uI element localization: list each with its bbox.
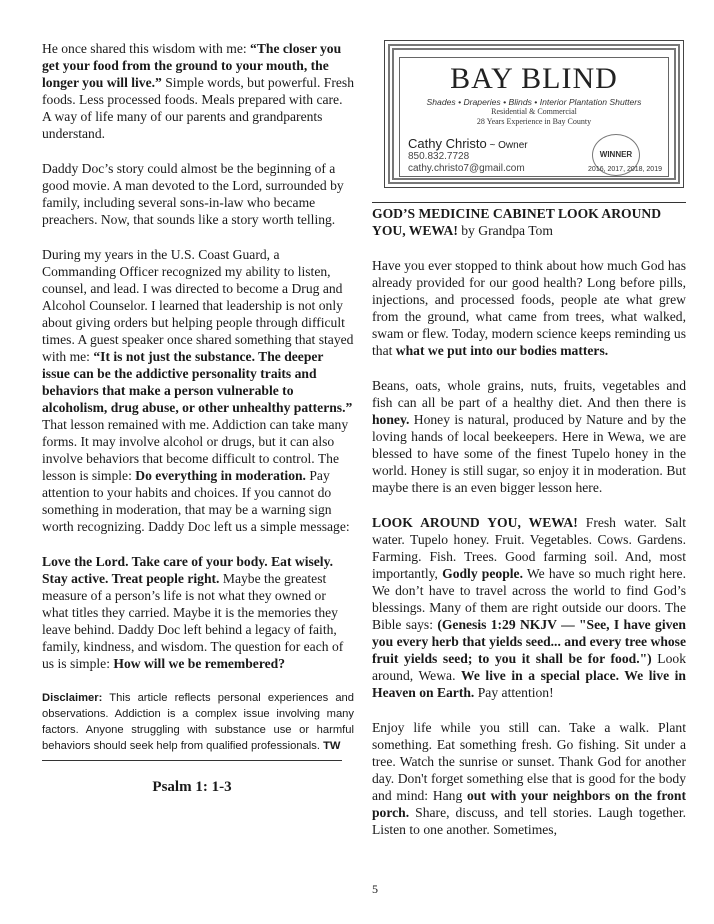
bold-text: We live in a special place. We live in Heaven on Earth. — [372, 668, 686, 700]
paragraph-honey — [372, 377, 686, 496]
ad-content — [399, 57, 669, 177]
bold-text: How will we be remembered? — [113, 656, 286, 671]
bold-quote: “The closer you get your food from the ground to your mouth, the longer you will live.” — [42, 41, 342, 90]
right-column — [372, 40, 686, 856]
psalm-reference: Psalm 1: 1-3 — [152, 779, 232, 795]
disclaimer-label: Disclaimer: — [42, 692, 103, 704]
paragraph-health — [372, 257, 686, 359]
paragraph-look-around — [372, 514, 686, 701]
text: Pay attention to your habits and choices. If you cannot do something in moderation, that may be a warning sign worth recognizing. Daddy Doc left us a simple message: — [42, 468, 350, 534]
heading-title: GOD’S MEDICINE CABINET LOOK AROUND YOU, WEWA! — [372, 206, 662, 238]
text: Share, discuss, and tell stories. Laugh together. Listen to one another. Sometimes, — [372, 805, 686, 837]
bold-text: LOOK AROUND YOU, WEWA! — [372, 515, 578, 530]
bold-scripture: (Genesis 1:29 NKJV — "See, I have given you every herb that yields seed... and every tree whose fruit yields seed; to you it shall be for food.") — [372, 617, 686, 666]
ad-years: 2016, 2017, 2018, 2019 — [588, 166, 662, 173]
owner-title: ~ Owner — [486, 140, 528, 151]
paragraph-coast-guard — [42, 246, 354, 535]
ad-business-name: BAY BLIND — [450, 62, 618, 95]
paragraph-wisdom — [42, 40, 354, 142]
ad-line-1: Residential & Commercial — [491, 107, 577, 116]
winner-badge-icon: WINNER — [592, 134, 640, 176]
ad-tagline: Shades • Draperies • Blinds • Interior Plantation Shutters — [426, 97, 642, 107]
text: We have so much right here. We don’t have to travel across the world to find God’s blessings. Many of them are right outside our doors. The Bible says: — [372, 566, 686, 632]
signature: TW — [323, 740, 341, 752]
ad-line-2: 28 Years Experience in Bay County — [476, 117, 592, 126]
owner-name: Cathy Christo — [408, 136, 487, 151]
paragraph-movie: Daddy Doc’s story could almost be the beginning of a good movie. A man devoted to the Lord, surrounded by family, including several sons-in-law who became preachers. Now, that sounds like a story worth telling. — [42, 161, 344, 227]
ad-phone: 850.832.7728 — [408, 151, 470, 162]
divider — [42, 760, 342, 761]
bold-text: Godly people. — [442, 566, 523, 581]
ad-owner — [408, 136, 528, 151]
text: That lesson remained with me. Addiction can take many forms. It may involve alcohol or drugs, but it can also involve behaviors that become difficult to control. The lesson is simple: — [42, 417, 349, 483]
disclaimer — [42, 690, 354, 754]
text: Simple words, but powerful. Fresh foods. Less processed foods. Meals prepared with care. A way of life many of our parents and grandparents understand. — [42, 75, 355, 141]
disclaimer-text: This article reflects personal experiences and observations. Addiction is a complex issue involving many factors. Anyone struggling with substance use or harmful behaviors should seek help from qualified professionals. — [42, 692, 354, 752]
text: Honey is natural, produced by Nature and by the loving hands of local beekeepers. Here in Wewa, we are blessed to have some of the finest Tupelo honey in the world. Honey is still sugar, so enjoy it in moderation. But maybe there is an even bigger lesson here. — [372, 412, 686, 495]
bold-text: out with your neighbors on the front porch. — [372, 788, 686, 820]
paragraph-legacy — [42, 553, 354, 672]
ad-contact — [408, 136, 528, 175]
text: Enjoy life while you still can. Take a walk. Plant something. Eat something fresh. Go fishing. Sit under a tree. Watch the sunrise or sunset. Thank God for another day. Don't forget something else that is good for the body and mind: Hang — [372, 720, 686, 803]
article-heading — [372, 202, 686, 239]
bold-text: Do everything in moderation. — [135, 468, 306, 483]
text: Maybe the greatest measure of a person’s life is not what they owned or what titles they carried. Maybe it is the memories they leave behind. Daddy Doc left behind a legacy of faith, family, kindness, and wisdom. The question for each of us is simple: — [42, 571, 344, 671]
page-number: 5 — [372, 882, 378, 896]
text: Have you ever stopped to think about how much God has already provided for our good health? Long before pills, injections, and processed foods, people ate what grew from the ground, what came from trees, what walked, swam or flew. Today, modern science keeps reminding us that — [372, 258, 686, 358]
bold-text: Love the Lord. Take care of your body. Eat wisely. Stay active. Treat people right. — [42, 554, 334, 586]
ad-email: cathy.christo7@gmail.com — [408, 163, 525, 174]
bay-blind-ad — [384, 40, 684, 188]
left-column — [42, 40, 354, 796]
bold-text: what we put into our bodies matters. — [395, 343, 609, 358]
text: Beans, oats, whole grains, nuts, fruits, vegetables and fish can all be part of a healthy diet. And then there is — [372, 378, 686, 410]
text: Pay attention! — [474, 685, 554, 700]
text: During my years in the U.S. Coast Guard, a Commanding Officer recognized my ability to listen, counsel, and lead. I was directed to become a Drug and Alcohol Counselor. I learned that leadership is not only about giving orders but helping people through difficult times. A guest speaker once shared something that stayed with me: — [42, 247, 354, 364]
bold-quote: “It is not just the substance. The deeper issue can be the addictive personality traits and behaviors that make a person vulnerable to alcoholism, drug abuse, or other unhealthy patterns.” — [42, 349, 353, 415]
text: He once shared this wisdom with me: — [42, 41, 251, 56]
paragraph-enjoy-life — [372, 719, 686, 838]
bold-text: honey. — [372, 412, 410, 427]
byline: by Grandpa Tom — [457, 223, 553, 238]
text: Fresh water. Salt water. Tupelo honey. Fruit. Vegetables. Cows. Gardens. Farming. Fish. Trees. Good farming soil. And, most importantly, — [372, 515, 687, 581]
text: Look around, Wewa. — [372, 651, 687, 683]
